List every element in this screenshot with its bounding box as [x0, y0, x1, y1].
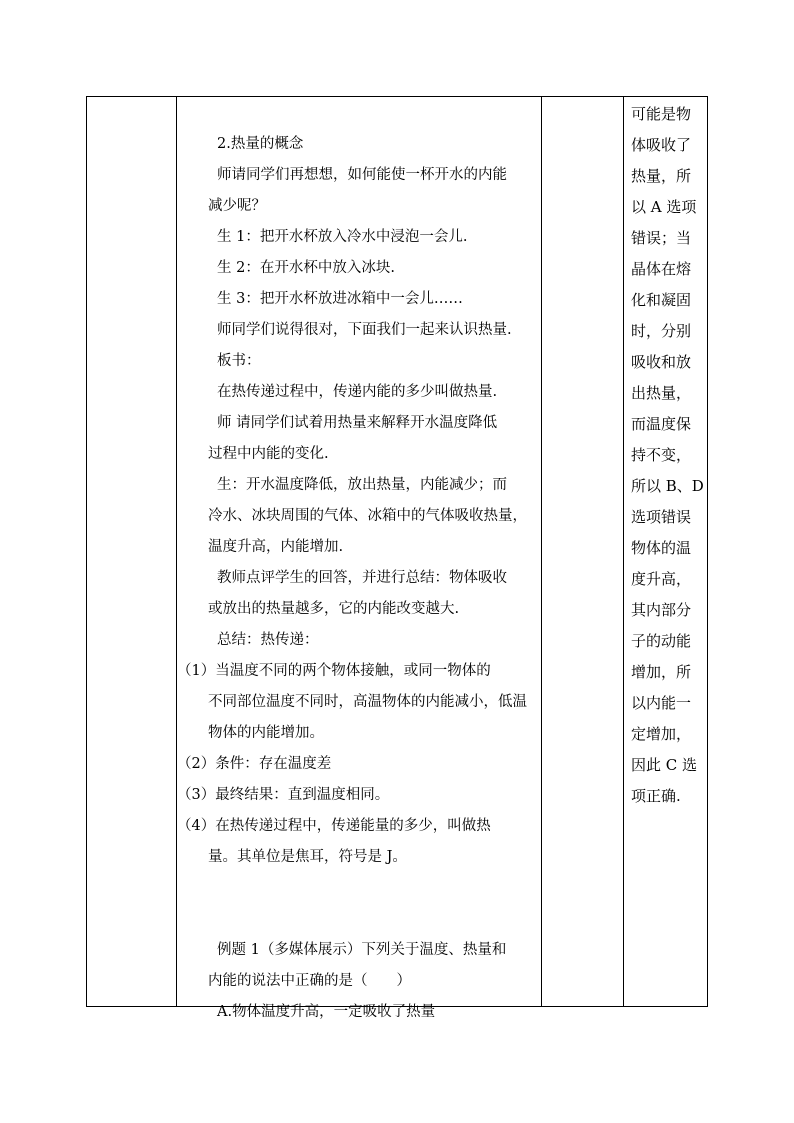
text-line — [177, 904, 539, 935]
teaching-process-cell — [177, 129, 539, 1028]
explanation-line: 时，分别 — [631, 322, 692, 340]
explanation-line: 子的动能 — [631, 632, 692, 650]
explanation-line: 错误；当 — [631, 229, 692, 247]
text-line: 生 3：把开水杯放进冰箱中一会儿…… — [217, 291, 463, 307]
text-line: 2.热量的概念 — [217, 136, 304, 152]
column-divider-2 — [541, 97, 542, 1006]
explanation-line: 而温度保 — [631, 415, 692, 433]
text-line: 冷水、冰块周围的气体、冰箱中的气体吸收热量， — [208, 508, 527, 524]
text-line: 教师点评学生的回答，并进行总结：物体吸收 — [217, 570, 507, 586]
explanation-line: 其内部分 — [631, 601, 692, 619]
explanation-line: 体吸收了 — [631, 136, 692, 154]
explanation-line: 物体的温 — [631, 539, 692, 557]
text-line: 师 请同学们试着用热量来解释开水温度降低 — [217, 415, 498, 431]
explanation-line: 化和凝固 — [631, 291, 692, 309]
explanation-line: 持不变， — [631, 446, 692, 464]
text-line: 过程中内能的变化. — [208, 446, 329, 462]
explanation-line: 晶体在熔 — [631, 260, 692, 278]
explanation-line: 项正确. — [631, 787, 681, 805]
text-line: 或放出的热量越多，它的内能改变越大. — [208, 601, 460, 617]
explanation-cell — [626, 99, 706, 812]
explanation-line: 以 A 选项 — [631, 198, 697, 216]
text-line: 在热传递过程中，传递内能的多少叫做热量. — [217, 384, 498, 400]
explanation-line: 热量，所 — [631, 167, 692, 185]
explanation-line: 选项错误 — [631, 508, 692, 526]
explanation-line: 增加，所 — [631, 663, 692, 681]
explanation-line: 吸收和放 — [631, 353, 692, 371]
text-line: 师请同学们再想想，如何能使一杯开水的内能 — [217, 167, 507, 183]
explanation-line: 定增加， — [631, 725, 692, 743]
text-line: （3）最终结果：直到温度相同。 — [177, 787, 390, 803]
explanation-line: 出热量， — [631, 384, 692, 402]
explanation-line: 所以 B、D — [631, 477, 704, 495]
text-line: 板书： — [217, 353, 261, 369]
text-line: 温度升高，内能增加. — [208, 539, 344, 555]
text-line: 物体的内能增加。 — [208, 725, 324, 741]
text-line: 例题 1（多媒体展示）下列关于温度、热量和 — [217, 942, 507, 958]
text-line: 师同学们说得很对，下面我们一起来认识热量. — [217, 322, 512, 338]
column-divider-3 — [623, 97, 624, 1006]
explanation-line: 因此 C 选 — [631, 756, 698, 774]
text-line: （1）当温度不同的两个物体接触，或同一物体的 — [177, 663, 491, 679]
text-line: 内能的说法中正确的是（ ） — [208, 973, 411, 989]
text-line: 减少呢？ — [208, 198, 266, 214]
text-line: A.物体温度升高，一定吸收了热量 — [217, 1004, 436, 1020]
explanation-line: 度升高， — [631, 570, 692, 588]
text-line — [177, 873, 539, 904]
lesson-table — [86, 96, 708, 1020]
text-line: 量。其单位是焦耳，符号是 J。 — [208, 849, 407, 865]
text-line: 生 2：在开水杯中放入冰块. — [217, 260, 395, 276]
explanation-line: 可能是物 — [631, 105, 692, 123]
text-line: 不同部位温度不同时，高温物体的内能减小，低温 — [208, 694, 527, 710]
text-line: 生 1：把开水杯放入冷水中浸泡一会儿. — [217, 229, 468, 245]
text-line: 总结：热传递： — [217, 632, 319, 648]
text-line: （4）在热传递过程中，传递能量的多少，叫做热 — [177, 818, 491, 834]
text-line: 生：开水温度降低，放出热量，内能减少；而 — [217, 477, 507, 493]
explanation-line: 以内能一 — [631, 694, 692, 712]
text-line: （2）条件：存在温度差 — [177, 756, 332, 772]
